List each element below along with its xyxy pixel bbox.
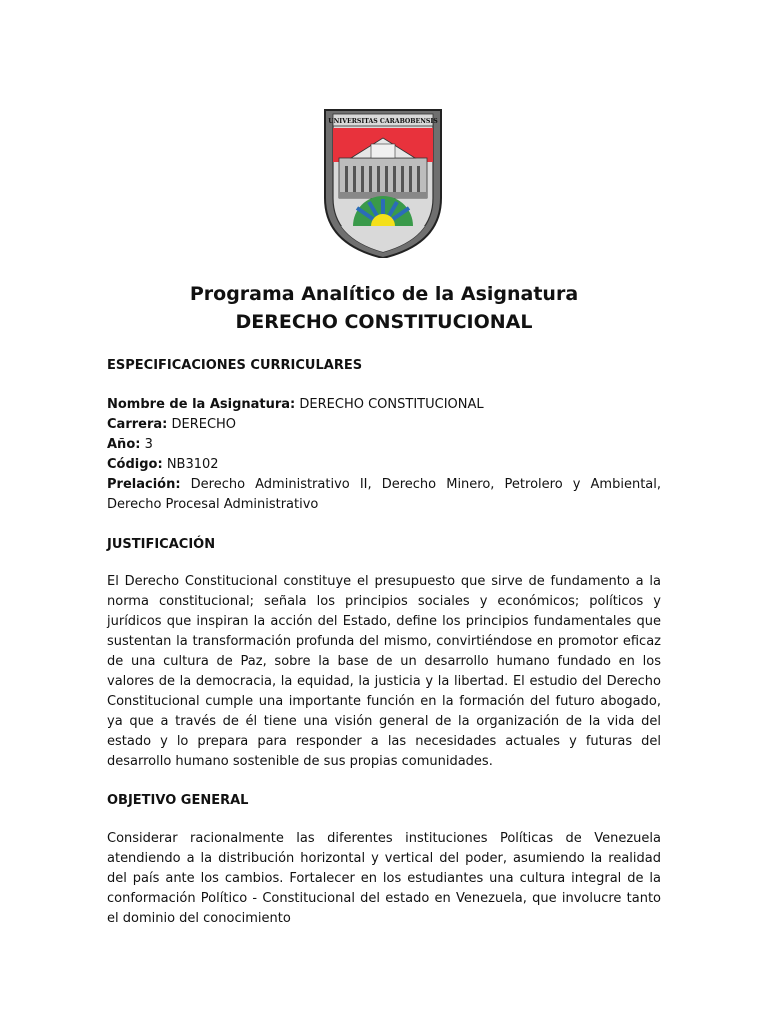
spec-row-carrera [107,415,661,435]
spec-value: DERECHO CONSTITUCIONAL [299,397,484,412]
spec-label: Prelación: [107,477,181,492]
section-heading-specifications: ESPECIFICACIONES CURRICULARES [107,358,363,373]
spec-value: 3 [144,437,153,452]
spec-label: Carrera: [107,417,168,432]
spec-value: Derecho Administrativo II, Derecho Minero, Petrolero y Ambiental, Derecho Procesal Administrativo [107,477,662,512]
spec-label: Código: [107,457,163,472]
spec-label: Nombre de la Asignatura: [107,397,296,412]
section-heading-objetivo: OBJETIVO GENERAL [107,793,249,808]
spec-label: Año: [107,437,141,452]
spec-row-prelacion [107,475,661,515]
seal-top-text: UNIVERSITAS CARABOBENSIS [328,118,438,125]
objetivo-paragraph: Considerar racionalmente las diferentes instituciones Políticas de Venezuela atendiendo a la distribución horizontal y vertical del poder, asumiendo la realidad del país ante los cambios. Fortalecer en los estudiantes una cultura integral de la conformación Político - Constitucional del estado en Venezuela, que involucre tanto el dominio del conocimiento [107,831,661,926]
spec-row-nombre [107,395,661,415]
spec-row-anio [107,435,661,455]
section-heading-justificacion: JUSTIFICACIÓN [107,537,216,552]
justificacion-paragraph: El Derecho Constitucional constituye el presupuesto que sirve de fundamento a la norma constitucional; señala los principios sociales y económicos; políticos y jurídicos que inspiran la acción del Estado, define los principios fundamentales que sustentan la transformación profunda del mismo, convirtiéndose en promotor eficaz de una cultura de Paz, sobre la base de un desarrollo humano fundado en los valores de la democracia, la equidad, la justicia y la libertad. El estudio del Derecho Constitucional cumple una importante función en la formación del futuro abogado, ya que a través de él tiene una visión general de la organización de la vida del estado y lo prepara para responder a las necesidades actuales y futuras del desarrollo humano sostenible de sus propias comunidades. [107,574,661,769]
spec-value: NB3102 [166,457,219,472]
course-title: DERECHO CONSTITUCIONAL [235,311,533,333]
university-seal-logo [321,106,445,258]
spec-value: DERECHO [171,417,237,432]
document-title: Programa Analítico de la Asignatura [189,283,579,305]
specifications-list [107,395,661,515]
spec-row-codigo [107,455,661,475]
